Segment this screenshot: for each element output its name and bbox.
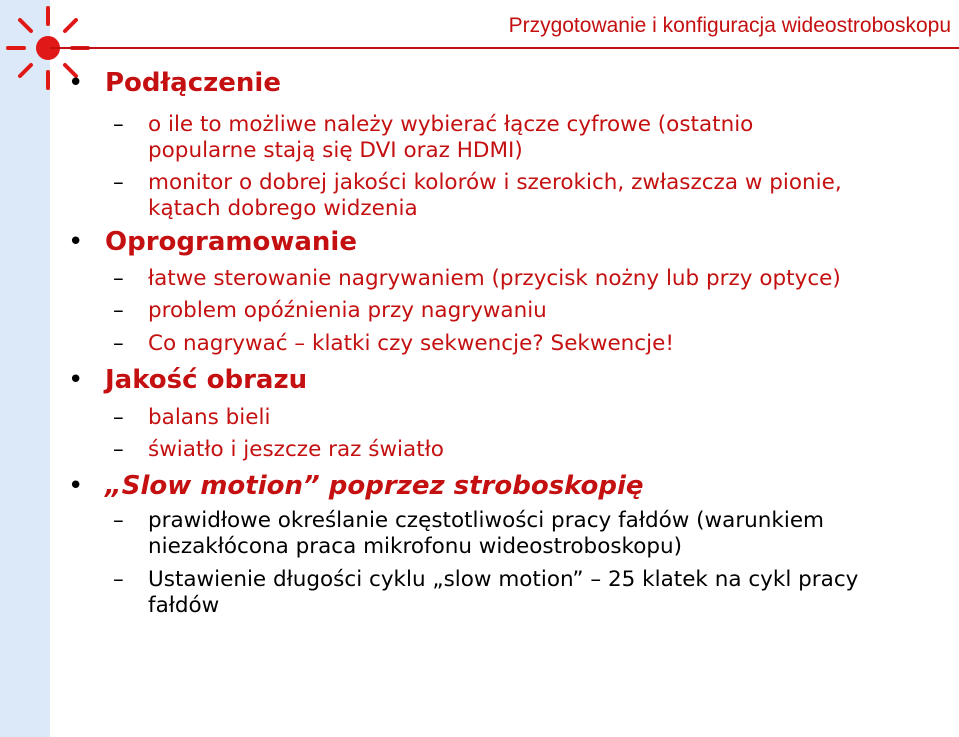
dash-icon: – <box>113 508 124 533</box>
dash-icon: – <box>113 170 124 195</box>
bullet-icon: • <box>68 227 84 257</box>
section-heading-oprogramowanie: • Oprogramowanie <box>68 227 357 257</box>
list-item: – światło i jeszcze raz światło <box>113 437 444 462</box>
list-item: – prawidłowe określanie częstotliwości pracy fałdów (warunkiem niezakłócona praca mikrofonu wideostroboskopu) <box>113 508 825 559</box>
section-heading-slow-motion: • „Slow motion” poprzez stroboskopię <box>68 471 644 501</box>
dash-icon: – <box>113 298 124 323</box>
list-item: – łatwe sterowanie nagrywaniem (przycisk nożny lub przy optyce) <box>113 266 841 291</box>
header-title: Przygotowanie i konfiguracja wideostroboskopu <box>508 14 951 37</box>
section-heading-podlaczenie: • Podłączenie <box>68 68 281 98</box>
list-item: – problem opóźnienia przy nagrywaniu <box>113 298 547 323</box>
bullet-icon: • <box>68 471 84 501</box>
dash-icon: – <box>113 567 124 592</box>
list-item: – Ustawienie długości cyklu „slow motion” – 25 klatek na cykl pracy fałdów <box>113 567 859 618</box>
section-heading-jakosc-obrazu: • Jakość obrazu <box>68 365 308 395</box>
list-item: – Co nagrywać – klatki czy sekwencje? Sekwencje! <box>113 331 674 356</box>
dash-icon: – <box>113 266 124 291</box>
list-item: – balans bieli <box>113 405 271 430</box>
dash-icon: – <box>113 331 124 356</box>
bullet-icon: • <box>68 365 84 395</box>
dash-icon: – <box>113 405 124 430</box>
dash-icon: – <box>113 437 124 462</box>
bullet-icon: • <box>68 68 84 98</box>
list-item: – monitor o dobrej jakości kolorów i szerokich, zwłaszcza w pionie, kątach dobrego widzenia <box>113 170 842 221</box>
list-item: – o ile to możliwe należy wybierać łącze cyfrowe (ostatnio popularne stają się DVI oraz HDMI) <box>113 112 754 163</box>
left-decorative-band <box>0 0 50 737</box>
header-divider <box>50 47 959 49</box>
dash-icon: – <box>113 112 124 137</box>
